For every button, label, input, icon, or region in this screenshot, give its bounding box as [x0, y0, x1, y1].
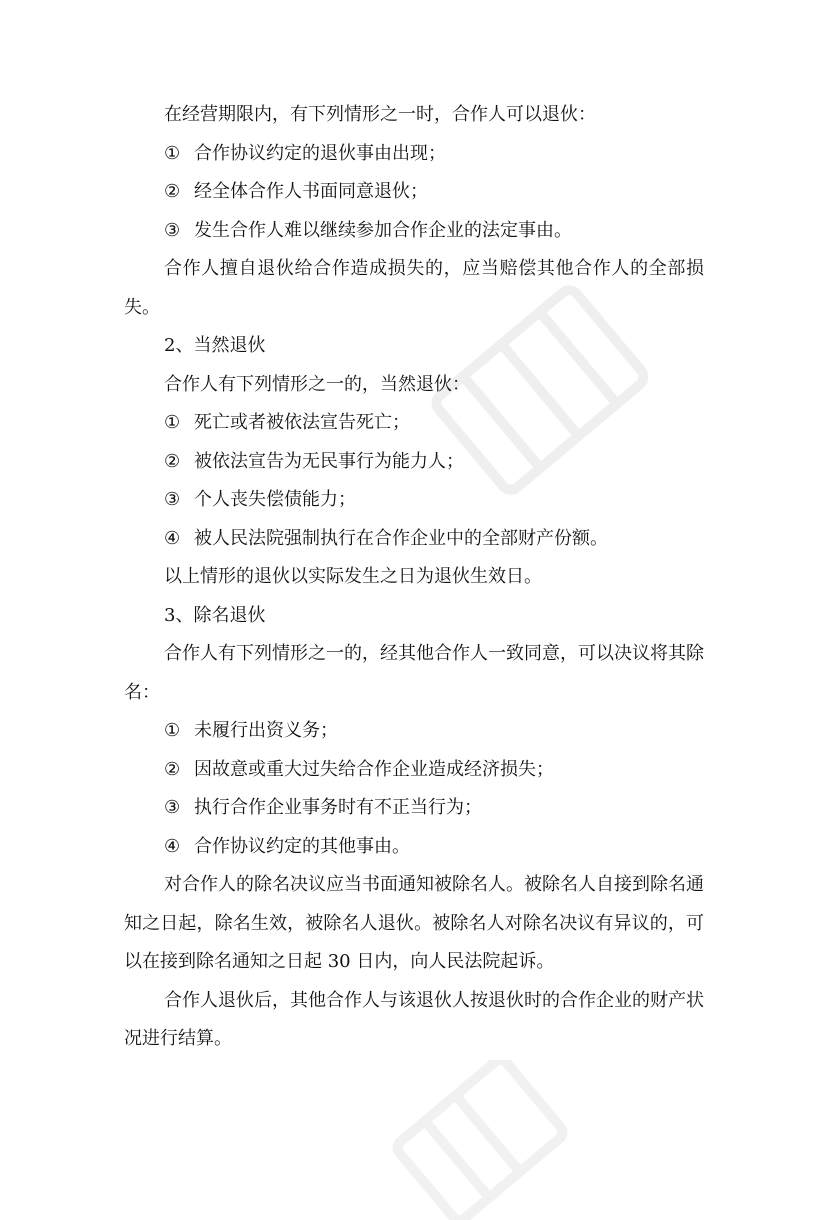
list-item [124, 212, 704, 251]
item-text: 被人民法院强制执行在合作企业中的全部财产份额。 [194, 527, 608, 549]
item-number: ① [164, 142, 181, 164]
list-item [124, 404, 704, 443]
list-item [124, 135, 704, 174]
list-item [124, 173, 704, 212]
item-number: ② [164, 181, 181, 202]
item-text: 执行合作企业事务时有不正当行为； [194, 797, 482, 818]
list-item [124, 520, 704, 559]
watermark-logo-bottom [380, 1060, 580, 1220]
paragraph: 以上情形的退伙以实际发生之日为退伙生效日。 [164, 566, 542, 587]
item-text: 个人丧失偿债能力； [194, 489, 356, 510]
item-number: ③ [164, 797, 181, 818]
item-text: 经全体合作人书面同意退伙； [194, 181, 428, 202]
item-text: 因故意或重大过失给合作企业造成经济损失； [194, 758, 554, 780]
list-item [124, 443, 704, 482]
item-number: ① [164, 720, 181, 741]
paragraph: 合作人擅自退伙给合作造成损失的，应当赔偿其他合作人的全部损失。 [124, 258, 704, 318]
list-item [124, 789, 704, 828]
item-text: 被依法宣告为无民事行为能力人； [194, 450, 464, 472]
item-text: 合作协议约定的退伙事由出现； [194, 142, 446, 164]
paragraph: 在经营期限内，有下列情形之一时，合作人可以退伙： [164, 104, 596, 125]
item-number: ④ [164, 527, 181, 549]
list-item [124, 481, 704, 520]
section-heading: 3、除名退伙 [164, 604, 266, 626]
document-body [124, 96, 704, 1059]
list-item [124, 751, 704, 790]
item-number: ③ [164, 489, 181, 510]
paragraph: 合作人有下列情形之一的，经其他合作人一致同意，可以决议将其除名： [124, 643, 704, 703]
item-text: 合作协议约定的其他事由。 [194, 835, 410, 857]
item-text: 死亡或者被依法宣告死亡； [194, 412, 410, 433]
item-number: ③ [164, 219, 181, 241]
item-text: 发生合作人难以继续参加合作企业的法定事由。 [194, 219, 572, 241]
list-item [124, 828, 704, 867]
paragraph: 合作人退伙后，其他合作人与该退伙人按退伙时的合作企业的财产状况进行结算。 [124, 989, 704, 1049]
item-number: ① [164, 412, 181, 433]
item-number: ④ [164, 835, 181, 857]
item-text: 未履行出资义务； [194, 720, 338, 741]
section-heading: 2、当然退伙 [164, 335, 266, 356]
item-number: ② [164, 758, 181, 780]
item-number: ② [164, 450, 181, 472]
list-item [124, 712, 704, 751]
paragraph: 合作人有下列情形之一的，当然退伙： [164, 373, 470, 395]
paragraph: 对合作人的除名决议应当书面通知被除名人。被除名人自接到除名通知之日起，除名生效，被除名人退伙。被除名人对除名决议有异议的，可以在接到除名通知之日起 30 日内，向人民法院起诉。 [124, 874, 704, 972]
